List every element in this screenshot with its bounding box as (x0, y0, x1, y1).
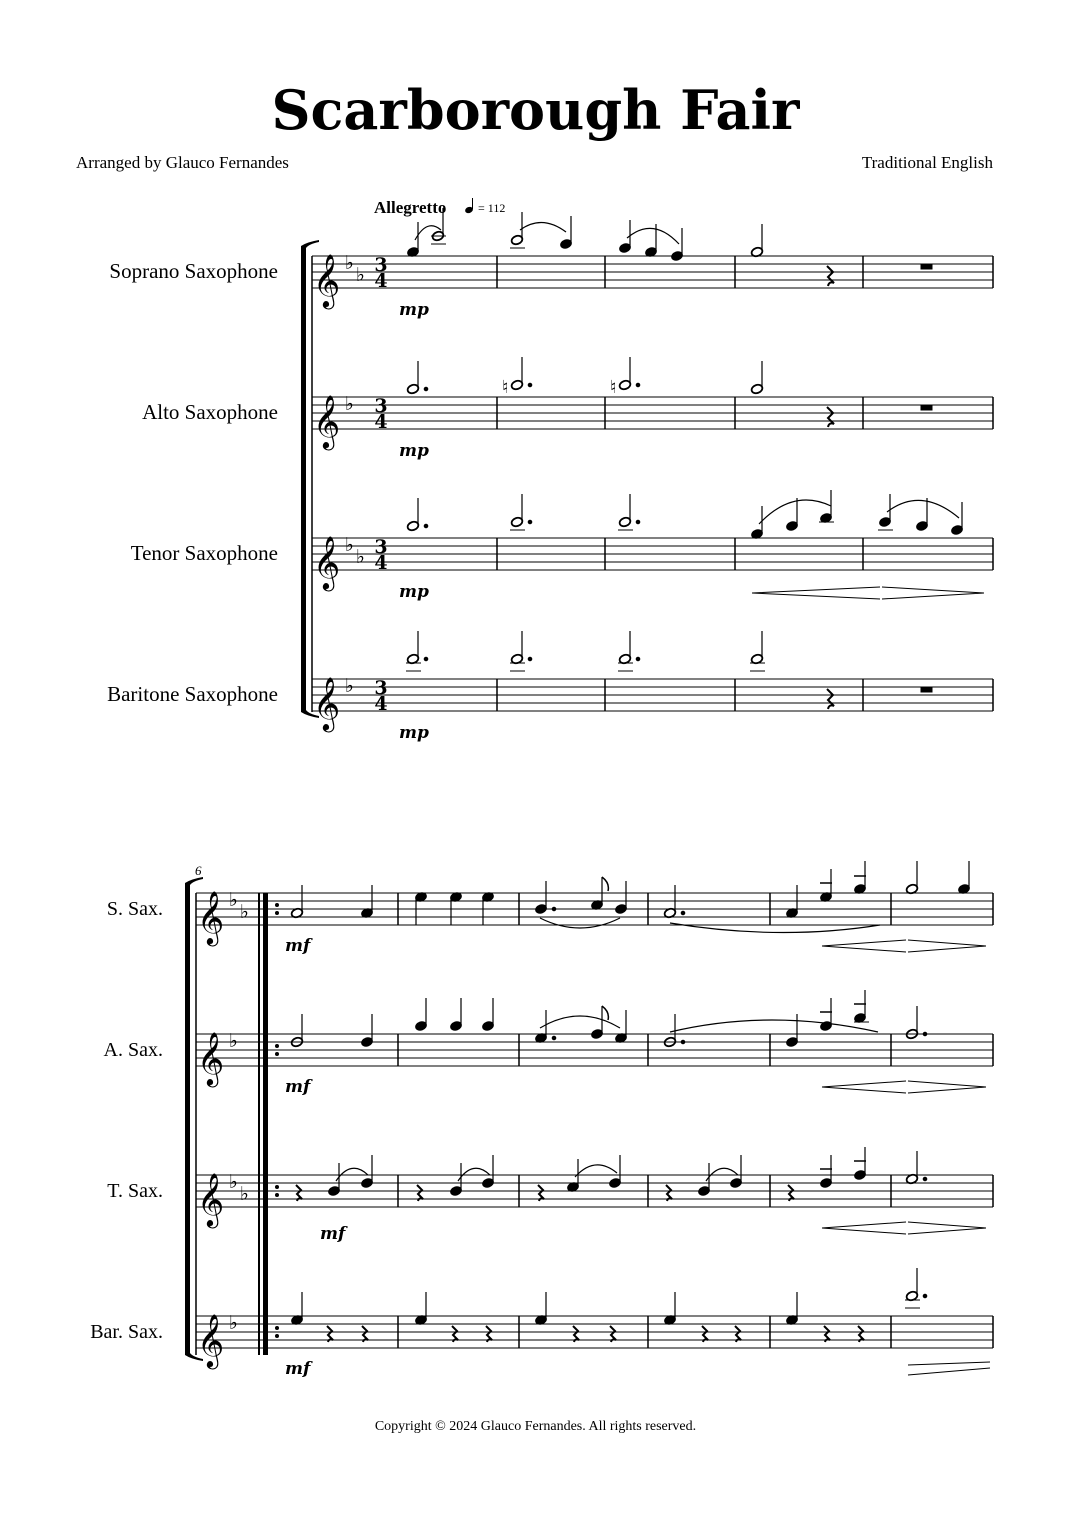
flat-sign-icon: ♭ (229, 1312, 238, 1334)
arranger-credit: Arranged by Glauco Fernandes (76, 153, 289, 172)
staff-label-tenor: Tenor Saxophone (130, 541, 278, 565)
svg-text:4: 4 (374, 411, 388, 433)
soprano-notes (290, 861, 986, 952)
dynamic-marking: mf (285, 1359, 311, 1379)
treble-clef-icon: 𝄞 (313, 253, 341, 307)
system-2-bracket (185, 877, 203, 1361)
staff-label-soprano: Soprano Saxophone (109, 259, 278, 283)
alto-notes (406, 357, 932, 427)
staff-label-alto: Alto Saxophone (142, 400, 278, 424)
svg-text:♮: ♮ (610, 377, 617, 398)
dynamic-marking: mp (399, 441, 429, 461)
svg-text:♮: ♮ (502, 377, 509, 398)
flat-sign-icon: ♭ (356, 546, 365, 568)
svg-text:4: 4 (374, 552, 388, 574)
system-1-barlines (497, 256, 993, 711)
dynamic-marking: mf (285, 1077, 311, 1097)
flat-sign-icon: ♭ (345, 252, 354, 274)
system-2-staff-lines (196, 893, 993, 1348)
dynamic-marking: mf (285, 936, 311, 956)
system-2-barlines (398, 893, 993, 1348)
soprano-notes (406, 208, 932, 286)
flat-sign-icon: ♭ (345, 393, 354, 415)
svg-text:3: 3 (374, 536, 388, 558)
svg-text:3: 3 (374, 677, 388, 699)
treble-clef-icon: 𝄞 (197, 890, 225, 944)
dynamic-marking: mp (399, 582, 429, 602)
metronome-value: = 112 (478, 201, 506, 215)
flat-sign-icon: ♭ (345, 675, 354, 697)
treble-clef-icon: 𝄞 (197, 1172, 225, 1226)
system-1 (107, 198, 993, 743)
svg-text:3: 3 (374, 395, 388, 417)
treble-clef-icon: 𝄞 (313, 535, 341, 589)
flat-sign-icon: ♭ (229, 889, 238, 911)
flat-sign-icon: ♭ (229, 1030, 238, 1052)
metronome-note-icon (464, 198, 474, 214)
flat-sign-icon: ♭ (229, 1171, 238, 1193)
svg-text:4: 4 (374, 270, 388, 292)
flat-sign-icon: ♭ (345, 534, 354, 556)
flat-sign-icon: ♭ (356, 264, 365, 286)
system-2 (90, 861, 993, 1379)
svg-text:3: 3 (374, 254, 388, 276)
flat-sign-icon: ♭ (240, 1183, 249, 1205)
copyright-notice: Copyright © 2024 Glauco Fernandes. All rights reserved. (374, 1419, 697, 1434)
system-1-bracket (301, 240, 319, 718)
svg-text:4: 4 (374, 693, 388, 715)
tenor-notes (406, 490, 984, 599)
treble-clef-icon: 𝄞 (197, 1031, 225, 1085)
staff-label-soprano: S. Sax. (106, 898, 163, 920)
treble-clef-icon: 𝄞 (313, 676, 341, 730)
time-signature (374, 254, 387, 715)
staff-label-baritone: Baritone Saxophone (107, 682, 278, 706)
system-1-staff-lines (312, 256, 993, 711)
treble-clef-icon: 𝄞 (313, 394, 341, 448)
baritone-notes (406, 631, 932, 709)
staff-label-tenor: T. Sax. (107, 1180, 163, 1202)
staff-label-alto: A. Sax. (103, 1039, 163, 1061)
treble-clef-icon: 𝄞 (197, 1313, 225, 1367)
measure-number: 6 (195, 863, 202, 878)
composer-credit: Traditional English (861, 153, 993, 172)
repeat-start-icon (258, 893, 279, 1355)
dynamic-marking: mp (399, 300, 429, 320)
baritone-notes (290, 1268, 990, 1375)
staff-label-baritone: Bar. Sax. (90, 1321, 163, 1343)
dynamic-marking: mf (320, 1224, 346, 1244)
tempo-marking: Allegretto (374, 198, 447, 217)
flat-sign-icon: ♭ (240, 901, 249, 923)
dynamic-marking: mp (399, 723, 429, 743)
score-title: Scarborough Fair (271, 78, 800, 142)
